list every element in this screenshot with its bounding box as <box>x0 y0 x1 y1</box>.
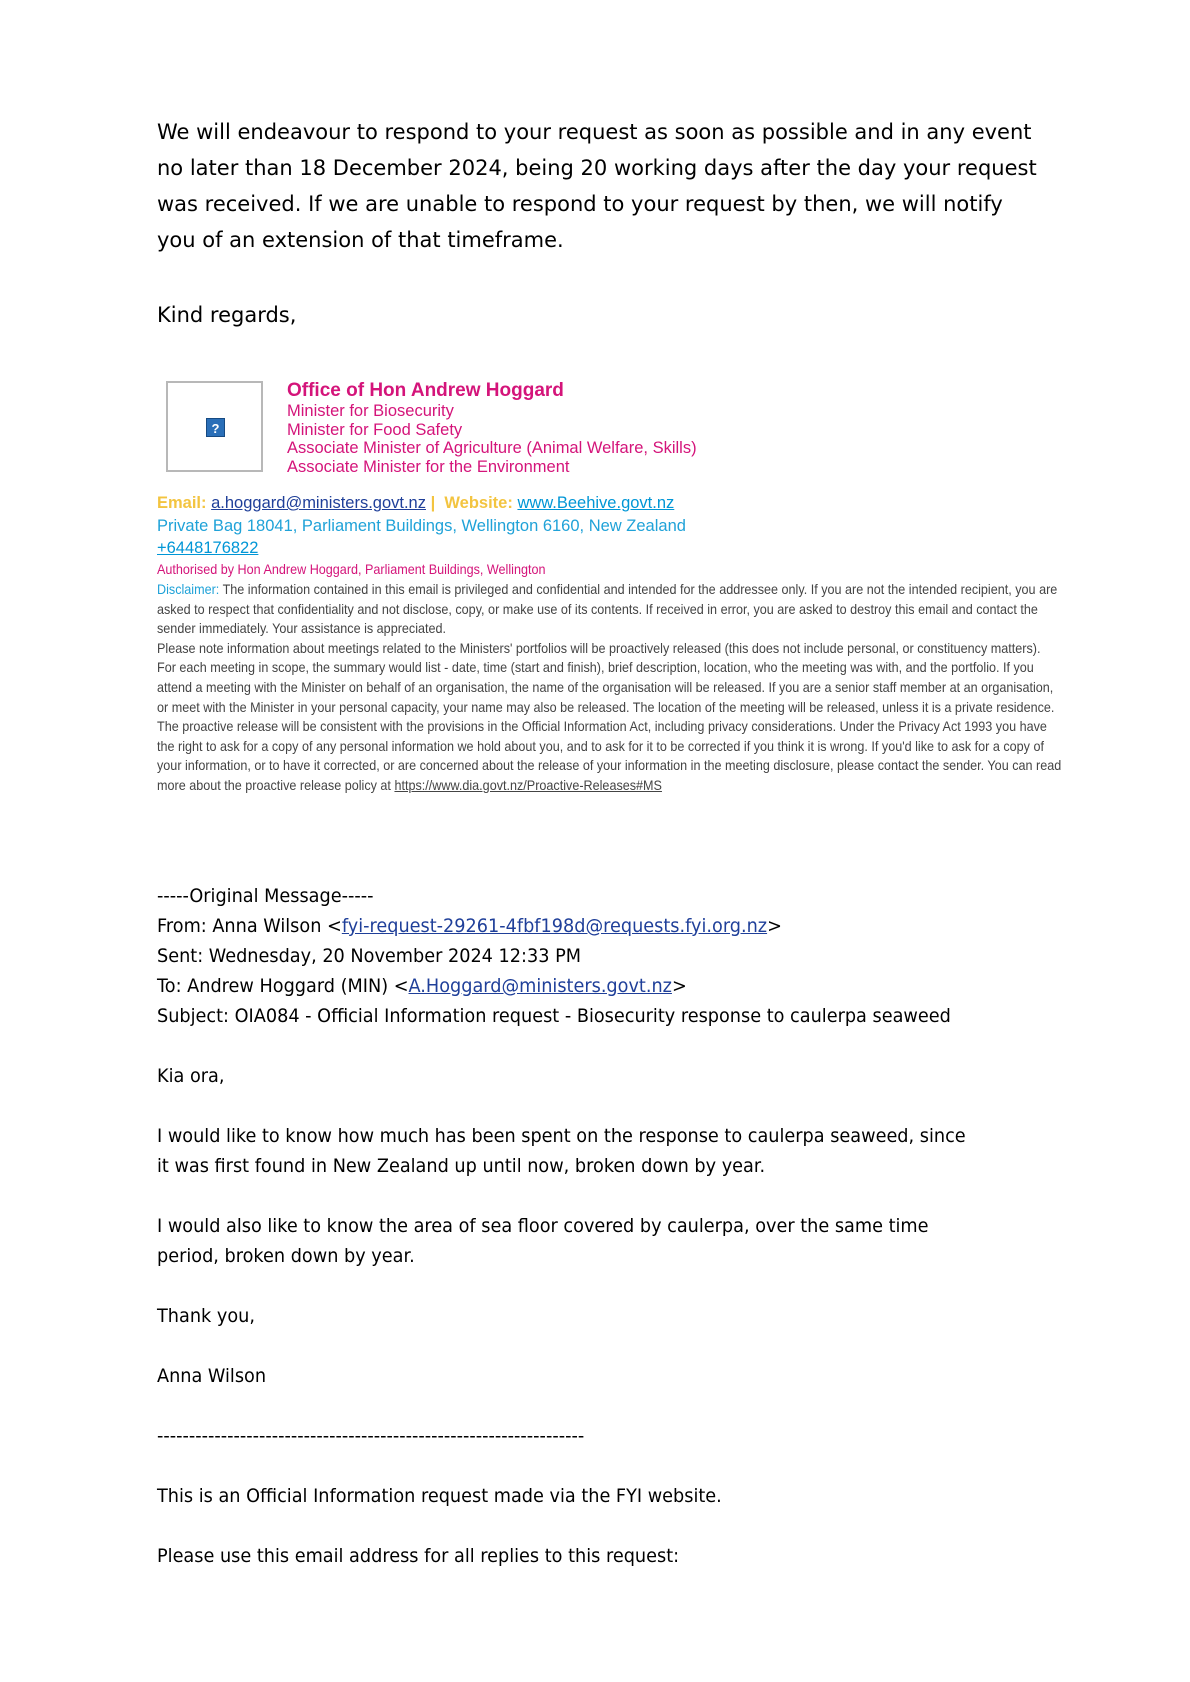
from-suffix: > <box>767 915 782 937</box>
from-email-link[interactable]: fyi-request-29261-4fbf198d@requests.fyi.org.nz <box>341 915 768 937</box>
disclaimer-label: Disclaimer: <box>157 581 220 597</box>
divider-line: ------------------------------------------------------------------- <box>157 1425 585 1447</box>
signature-role: Associate Minister of Agriculture (Animal Welfare, Skills) <box>287 439 697 457</box>
website-link[interactable]: www.Beehive.govt.nz <box>517 494 675 512</box>
email-label: Email: <box>157 494 207 512</box>
to-suffix: > <box>671 975 687 997</box>
broken-image-icon: ? <box>206 418 225 437</box>
signature-office: Office of Hon Andrew Hoggard <box>287 380 564 401</box>
postal-address: Private Bag 18041, Parliament Buildings, Wellington 6160, New Zealand <box>157 516 686 535</box>
to-prefix: To: Andrew Hoggard (MIN) < <box>157 975 409 997</box>
disclaimer-paragraph-1 <box>157 580 1062 639</box>
to-email-link[interactable]: A.Hoggard@ministers.govt.nz <box>408 975 672 997</box>
request-paragraph-1: I would like to know how much has been spent on the response to caulerpa seaweed, since it was first found in New Zealand up until now, broken down by year. <box>157 1125 966 1177</box>
subject-line: Subject: OIA084 - Official Information request - Biosecurity response to caulerpa seaweed <box>157 1005 951 1027</box>
disclaimer-block <box>157 580 1062 796</box>
from-line <box>157 911 994 941</box>
intro-paragraph: We will endeavour to respond to your request as soon as possible and in any event no later than 18 December 2024, being 20 working days after the day your request was received. If we are unable to respond to your request by then, we will notify you of an extension of that timeframe. <box>157 120 1037 252</box>
sent-line: Sent: Wednesday, 20 November 2024 12:33 PM <box>157 945 581 967</box>
contact-line <box>157 492 686 515</box>
greeting: Kia ora, <box>157 1065 225 1087</box>
proactive-release-link[interactable]: https://www.dia.govt.nz/Proactive-Releases#MS <box>394 776 662 793</box>
email-link[interactable]: a.hoggard@ministers.govt.nz <box>211 494 426 512</box>
thanks: Thank you, <box>157 1305 255 1327</box>
phone-link[interactable]: +6448176822 <box>157 539 259 557</box>
request-paragraph-2: I would also like to know the area of sea floor covered by caulerpa, over the same time period, broken down by year. <box>157 1215 929 1267</box>
original-message-header <box>157 881 994 1031</box>
signature-role: Minister for Food Safety <box>287 420 463 439</box>
closing-regards: Kind regards, <box>157 303 297 327</box>
original-message-marker: -----Original Message----- <box>157 885 374 907</box>
to-line <box>157 971 994 1001</box>
contact-separator: | <box>430 494 436 512</box>
authorised-statement: Authorised by Hon Andrew Hoggard, Parliament Buildings, Wellington <box>157 561 546 577</box>
signature-role: Associate Minister for the Environment <box>287 457 570 476</box>
reply-note: Please use this email address for all replies to this request: <box>157 1545 680 1567</box>
disclaimer-paragraph-2 <box>157 639 1062 796</box>
disclaimer-text-1: The information contained in this email is privileged and confidential and intended for the addressee only. If you are not the intended recipient, you are asked to respect that confidentiality and not disclose, copy, or make use of its contents. If received in error, you are asked to destroy this email and contact the sender immediately. Your assistance is appreciated. <box>157 581 1058 637</box>
fyi-note: This is an Official Information request made via the FYI website. <box>157 1485 722 1507</box>
signature-contact <box>157 492 686 560</box>
signature-role: Minister for Biosecurity <box>287 402 454 420</box>
website-label: Website: <box>444 494 513 512</box>
signature-logo-placeholder <box>166 381 263 472</box>
signature-titles <box>287 380 697 476</box>
signoff-name: Anna Wilson <box>157 1365 267 1387</box>
from-prefix: From: Anna Wilson < <box>157 915 342 937</box>
disclaimer-text-2: Please note information about meetings related to the Ministers' portfolios will be proactively released (this does not include personal, or constituency matters). For each meeting in scope, the summary would list - date, time (start and finish), brief description, location, who the meeting was with, and the portfolio. If you attend a meeting with the Minister on behalf of an organisation, the name of the organisation will be released. If you are a senior staff member at an organisation, or meet with the Minister in your personal capacity, your name may also be released. The location of the meeting will be released, unless it is a private residence. The proactive release will be consistent with the provisions in the Official Information Act, including privacy considerations. Under the Privacy Act 1993 you have the right to ask for a copy of any personal information we hold about you, and to ask for it to be corrected if you think it is wrong. If you'd like to ask for a copy of your information, or to have it corrected, or are concerned about the release of your information in the meeting disclosure, please contact the sender. You can read more about the proactive release policy at <box>157 639 1062 793</box>
